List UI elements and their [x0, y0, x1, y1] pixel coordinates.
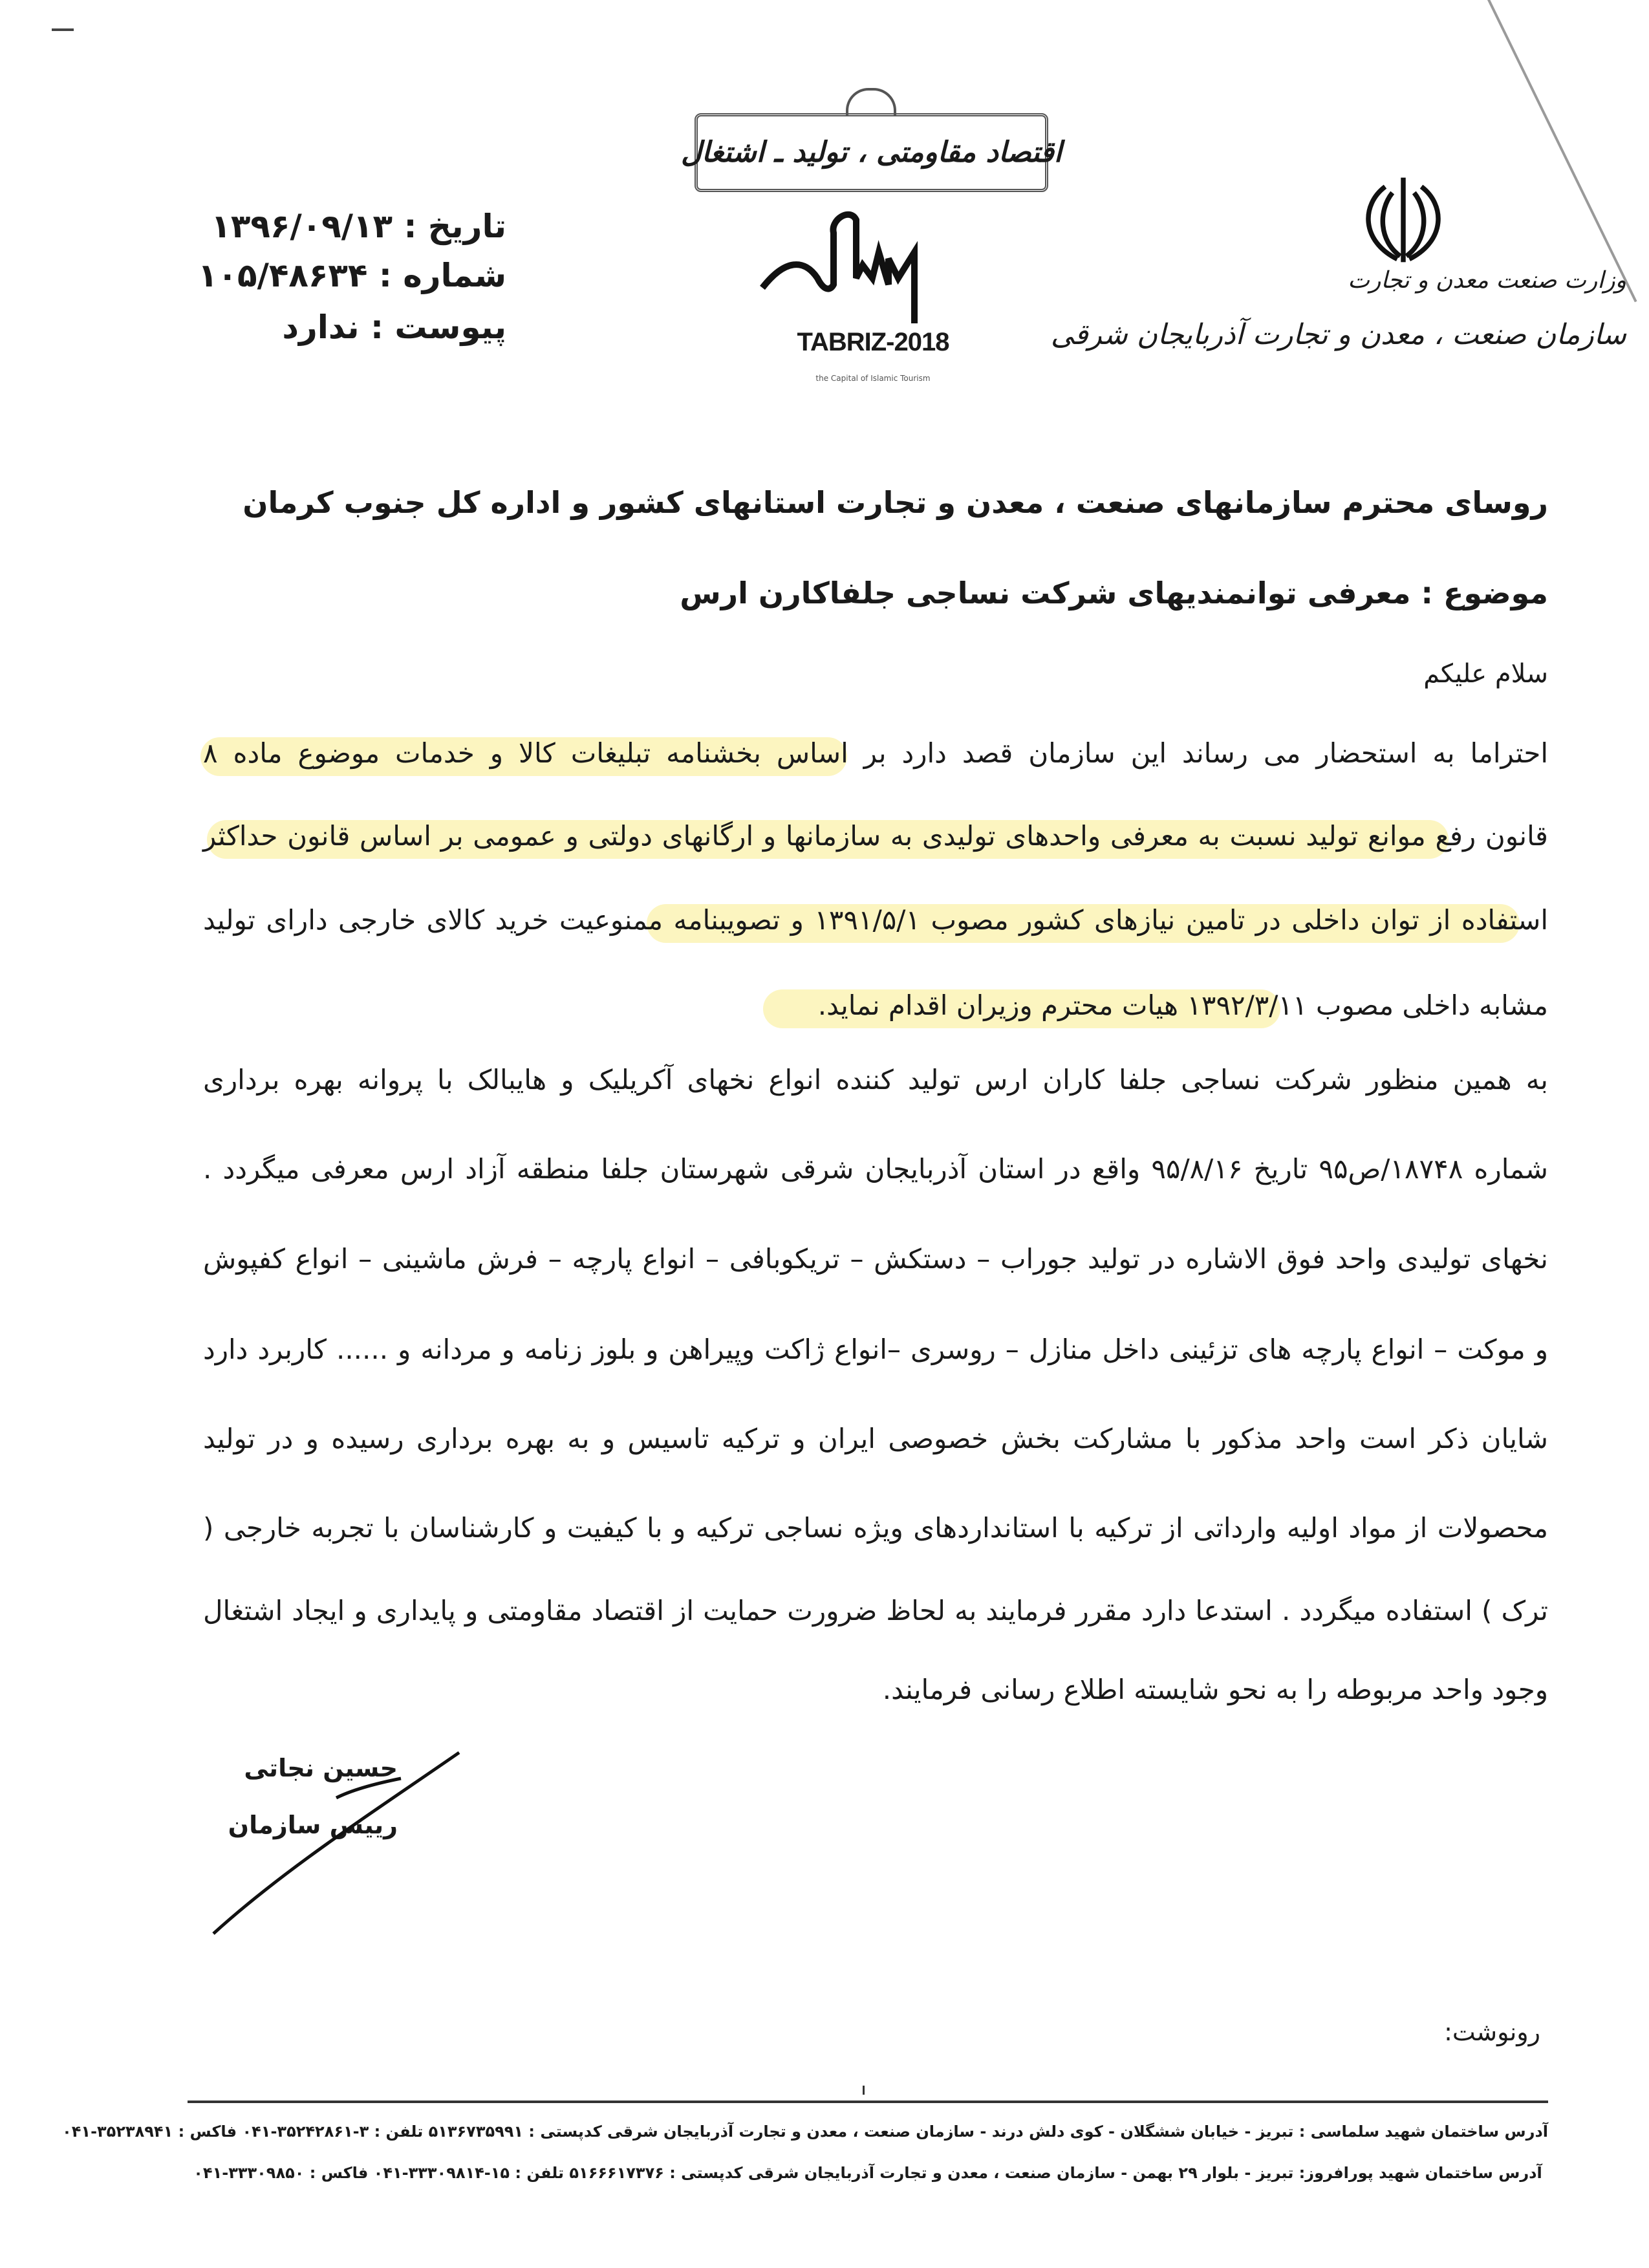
paragraph2-line: و موکت – انواع پارچه های تزئینی داخل منازل – روسری –انواع ژاکت وپیراهن و بلوز زنامه و مردانه و ...... کاربرد دارد — [203, 1334, 1548, 1365]
greeting: سلام علیکم — [1423, 659, 1548, 689]
signer-name: حسین نجاتی — [244, 1754, 398, 1782]
paragraph2-line: محصولات از مواد اولیه وارداتی از ترکیه با استانداردهای ویژه نساجی ترکیه و با کیفیت و کارشناسان با تجربه خارجی ( — [203, 1512, 1548, 1544]
paragraph1-line: قانون رفع موانع تولید نسبت به معرفی واحدهای تولیدی به سازمانها و ارگانهای دولتی و عمومی بر اساس قانون حداکثر — [203, 820, 1548, 852]
footer-address-2: آدرس ساختمان شهید پورافروز: تبریز - بلوار ۲۹ بهمن - سازمان صنعت ، معدن و تجارت آذربایجان شرقی کدپستی : ۵۱۶۶۶۱۷۳۷۶ تلفن : ۱۵-۳۳۳۰۹۸۱۴-۰۴۱ فاکس : ۳۳۳۰۹۸۵۰-۰۴۱ — [193, 2164, 1542, 2182]
signer-title: رییس سازمان — [228, 1811, 398, 1839]
tabriz-2018-logo — [759, 194, 986, 330]
paragraph1-line: استفاده از توان داخلی در تامین نیازهای کشور مصوب ۱۳۹۱/۵/۱ و تصویبنامه ممنوعیت خرید کالای خارجی دارای تولید — [203, 904, 1548, 936]
footer-address-1: آدرس ساختمان شهید سلماسی : تبریز - خیابان ششگلان - کوی دلش درند - سازمان صنعت ، معدن و تجارت آذربایجان شرقی کدپستی : ۵۱۳۶۷۳۵۹۹۱ تلفن : ۳-۳۵۲۴۲۸۶۱-۰۴۱ فاکس : ۳۵۲۳۸۹۴۱-۰۴۱ — [62, 2122, 1548, 2141]
paragraph2-line: وجود واحد مربوطه را به نحو شایسته اطلاع رسانی فرمایند. — [882, 1674, 1548, 1705]
organization-name: سازمان صنعت ، معدن و تجارت آذربایجان شرقی — [1050, 318, 1626, 351]
letter-date: تاریخ : ۱۳۹۶/۰۹/۱۳ — [211, 208, 506, 245]
addressee: روسای محترم سازمانهای صنعت ، معدن و تجارت استانهای کشور و اداره کل جنوب کرمان — [242, 485, 1548, 520]
letter-number: شماره : ۱۰۵/۴۸۶۳۴ — [198, 257, 506, 294]
fold-mark — [863, 2086, 865, 2095]
paragraph2-line: به همین منظور شرکت نساجی جلفا کاران ارس تولید کننده انواع نخهای آکریلیک و هایبالک با پروانه بهره برداری — [203, 1064, 1548, 1096]
iran-emblem-icon — [1352, 175, 1455, 265]
paragraph1-line: مشابه داخلی مصوب ۱۳۹۲/۳/۱۱ هیات محترم وزیران اقدام نماید. — [817, 989, 1548, 1021]
paragraph2-line: نخهای تولیدی واحد فوق الاشاره در تولید جوراب – دستکش – تریکوبافی – انواع پارچه – فرش ماشینی – انواع کفپوش — [203, 1243, 1548, 1275]
tabriz-logo-subtitle: the Capital of Islamic Tourism — [815, 374, 931, 383]
signature — [207, 1740, 466, 1940]
paragraph1-line: احتراما به استحضار می رساند این سازمان قصد دارد بر اساس بخشنامه تبلیغات کالا و خدمات موضوع ماده ۸ — [203, 737, 1548, 769]
paragraph2-line: شماره ۱۸۷۴۸/ص۹۵ تاریخ ۹۵/۸/۱۶ واقع در استان آذربایجان شرقی شهرستان جلفا منطقه آزاد ارس معرفی میگردد . — [203, 1153, 1548, 1185]
tabriz-logo-text: TABRIZ-2018 — [797, 328, 949, 356]
footer-divider — [188, 2101, 1548, 2103]
paragraph2-line: شایان ذکر است واحد مذکور با مشارکت بخش خصوصی ایران و ترکیه تاسیس و به بهره برداری رسیده و در تولید — [203, 1423, 1548, 1454]
scan-mark — [52, 28, 74, 31]
letter-attachment: پیوست : ندارد — [282, 308, 506, 346]
paragraph2-line: ترک ) استفاده میگردد . استدعا دارد مقرر فرمایند به لحاظ ضرورت حمایت از اقتصاد مقاومتی و پایداری و ایجاد اشتغال — [203, 1595, 1548, 1626]
subject: موضوع : معرفی توانمندیهای شرکت نساجی جلفاکارن ارس — [680, 576, 1548, 610]
slogan-banner-crest — [846, 88, 896, 116]
cc-label: رونوشت: — [1444, 2018, 1540, 2046]
ministry-name: وزارت صنعت معدن و تجارت — [1348, 267, 1626, 294]
slogan-banner: اقتصاد مقاومتی ، تولید ـ اشتغال — [695, 113, 1048, 192]
page-edge-line — [1487, 0, 1637, 302]
